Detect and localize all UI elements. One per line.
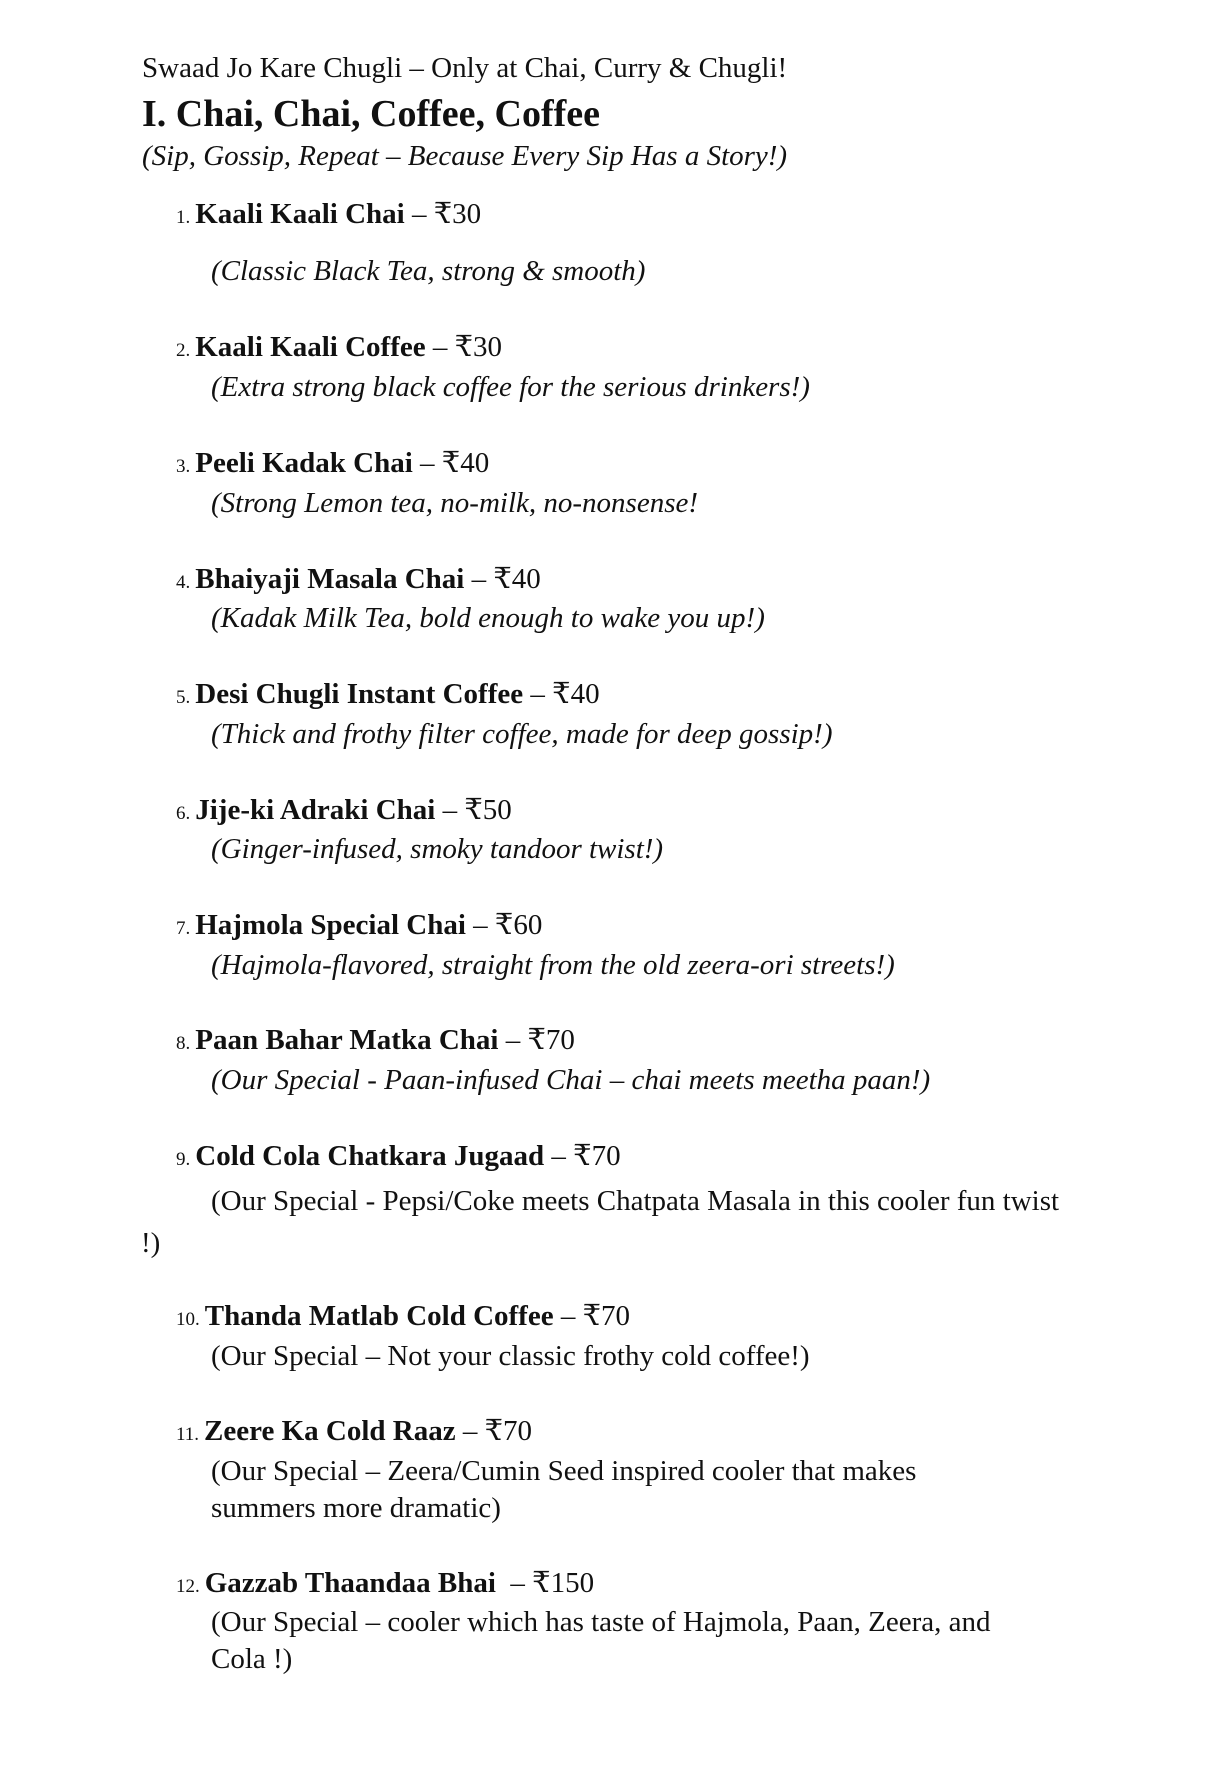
item-number: 9. bbox=[176, 1149, 191, 1170]
item-description: (Our Special - Pepsi/Coke meets Chatpata Masala in this cooler fun twist !) bbox=[141, 1185, 1060, 1259]
menu-item-heading bbox=[176, 1138, 621, 1173]
item-description: (Hajmola-flavored, straight from the old zeera-ori streets!) bbox=[211, 949, 895, 981]
item-name: Paan Bahar Matka Chai bbox=[195, 1024, 499, 1056]
item-number: 7. bbox=[176, 918, 191, 939]
item-name: Thanda Matlab Cold Coffee bbox=[204, 1300, 554, 1332]
menu-item-heading bbox=[176, 1022, 575, 1057]
item-price: – ₹150 bbox=[503, 1567, 595, 1599]
item-price: – ₹70 bbox=[462, 1415, 533, 1447]
section-title: I. Chai, Chai, Coffee, Coffee bbox=[142, 93, 601, 135]
item-name: Gazzab Thaandaa Bhai bbox=[204, 1567, 496, 1599]
item-name: Bhaiyaji Masala Chai bbox=[195, 563, 465, 595]
item-number: 12. bbox=[176, 1576, 200, 1597]
item-name: Peeli Kadak Chai bbox=[195, 447, 413, 479]
item-name: Jije-ki Adraki Chai bbox=[195, 794, 436, 826]
item-price: – ₹40 bbox=[530, 678, 600, 710]
item-price: – ₹50 bbox=[442, 794, 512, 826]
item-name: Kaali Kaali Chai bbox=[195, 198, 405, 230]
item-number: 1. bbox=[176, 207, 191, 228]
item-number: 4. bbox=[176, 572, 191, 593]
menu-item-heading bbox=[176, 676, 600, 711]
item-name: Desi Chugli Instant Coffee bbox=[195, 678, 524, 710]
item-name: Zeere Ka Cold Raaz bbox=[204, 1415, 456, 1447]
item-price: – ₹70 bbox=[551, 1140, 621, 1172]
section-subtitle: (Sip, Gossip, Repeat – Because Every Sip Has a Story!) bbox=[142, 140, 788, 172]
item-number: 8. bbox=[176, 1033, 191, 1054]
menu-item-heading bbox=[176, 1413, 532, 1448]
item-description: (Our Special – cooler which has taste of Hajmola, Paan, Zeera, and Cola !) bbox=[211, 1606, 991, 1675]
item-price: – ₹30 bbox=[411, 198, 482, 230]
item-price: – ₹40 bbox=[471, 563, 541, 595]
item-name: Kaali Kaali Coffee bbox=[195, 331, 426, 363]
menu-item-heading bbox=[176, 907, 542, 942]
item-price: – ₹70 bbox=[505, 1024, 575, 1056]
menu-item-heading bbox=[176, 1565, 594, 1600]
item-number: 10. bbox=[176, 1309, 200, 1330]
item-price: – ₹60 bbox=[473, 909, 543, 941]
item-description: (Kadak Milk Tea, bold enough to wake you up!) bbox=[211, 602, 765, 634]
item-description: (Our Special - Paan-infused Chai – chai meets meetha paan!) bbox=[211, 1064, 931, 1096]
item-number: 6. bbox=[176, 803, 191, 824]
item-number: 11. bbox=[176, 1424, 200, 1445]
item-description: (Our Special – Not your classic frothy cold coffee!) bbox=[211, 1340, 810, 1372]
menu-item-heading bbox=[176, 1298, 630, 1333]
menu-item-heading bbox=[176, 561, 541, 596]
item-description: (Ginger-infused, smoky tandoor twist!) bbox=[211, 833, 664, 865]
item-price: – ₹70 bbox=[560, 1300, 631, 1332]
item-price: – ₹40 bbox=[420, 447, 490, 479]
item-price: – ₹30 bbox=[432, 331, 503, 363]
item-number: 3. bbox=[176, 456, 191, 477]
item-name: Hajmola Special Chai bbox=[195, 909, 466, 941]
menu-item-heading bbox=[176, 792, 512, 827]
menu-item-heading bbox=[176, 196, 481, 231]
item-description: (Our Special – Zeera/Cumin Seed inspired cooler that makes summers more dramatic) bbox=[211, 1455, 917, 1524]
tagline: Swaad Jo Kare Chugli – Only at Chai, Curry & Chugli! bbox=[142, 52, 788, 84]
item-description: (Classic Black Tea, strong & smooth) bbox=[211, 255, 646, 287]
item-description: (Strong Lemon tea, no-milk, no-nonsense! bbox=[211, 487, 699, 519]
item-number: 2. bbox=[176, 340, 191, 361]
menu-item-heading bbox=[176, 445, 489, 480]
menu-item-heading bbox=[176, 329, 502, 364]
item-description: (Extra strong black coffee for the serious drinkers!) bbox=[211, 371, 810, 403]
item-number: 5. bbox=[176, 687, 191, 708]
item-description: (Thick and frothy filter coffee, made for deep gossip!) bbox=[211, 718, 833, 750]
item-name: Cold Cola Chatkara Jugaad bbox=[195, 1140, 545, 1172]
